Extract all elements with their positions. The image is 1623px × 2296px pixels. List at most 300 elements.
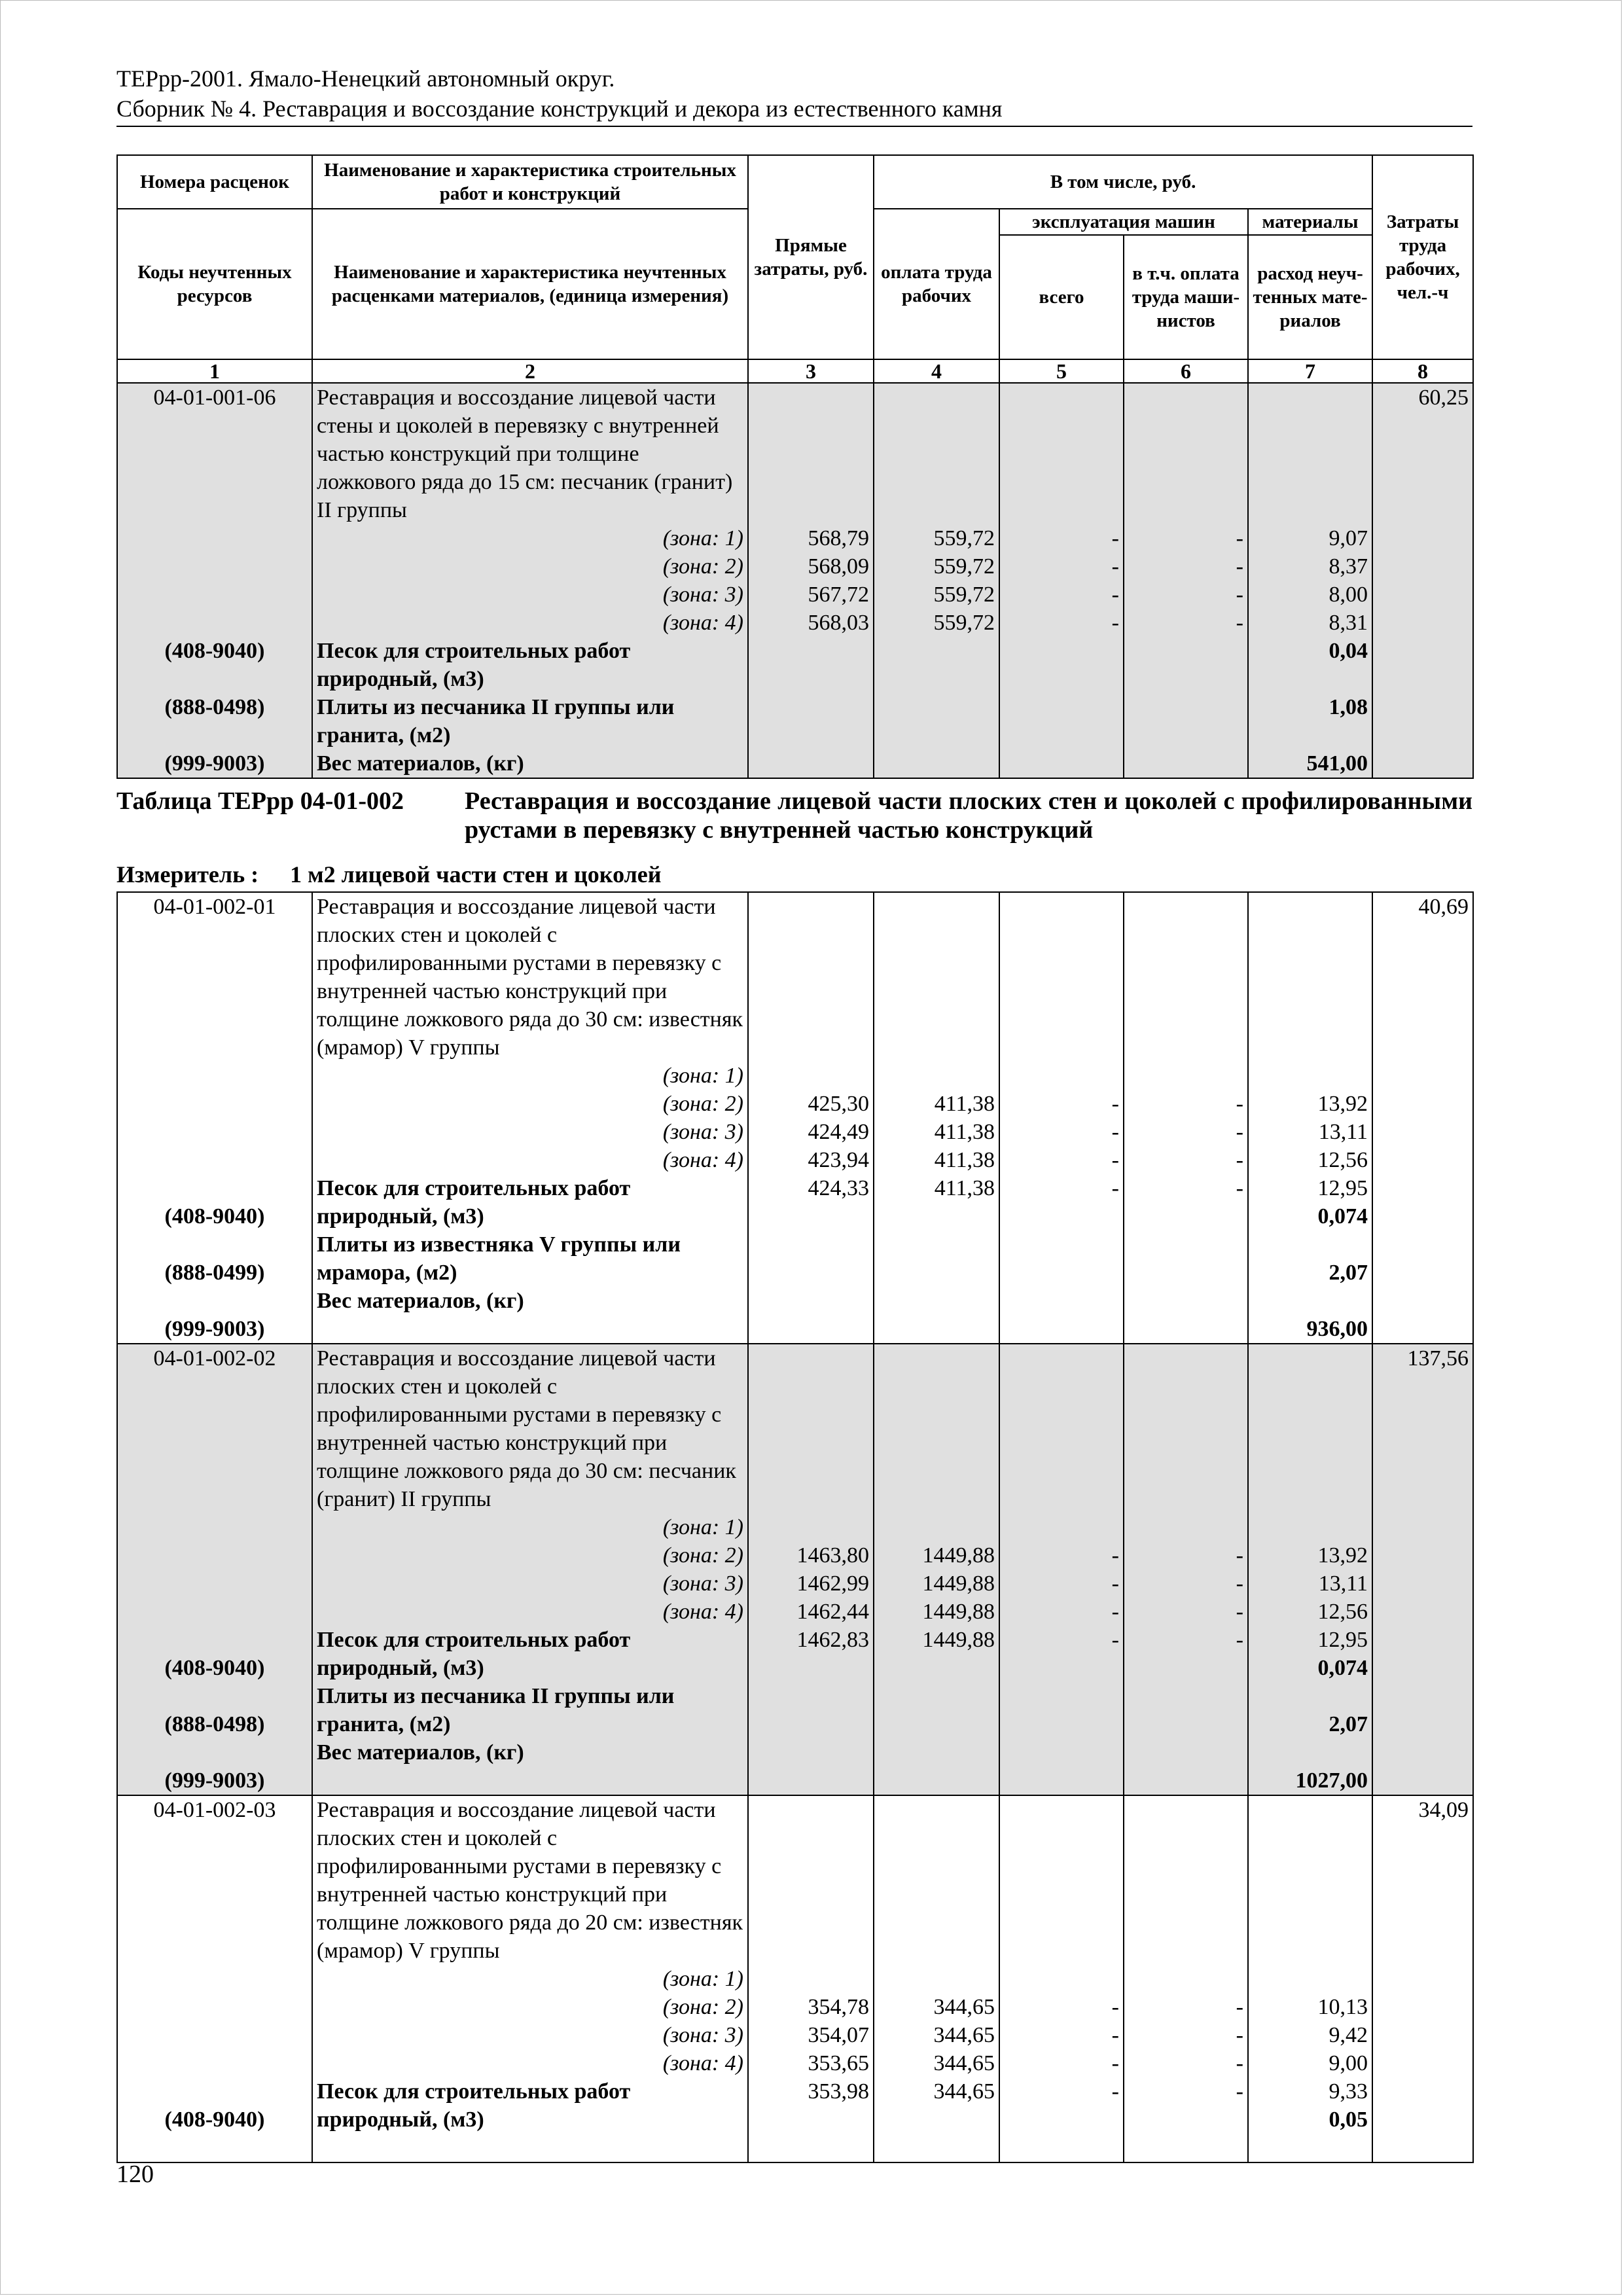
spacer [1253, 1824, 1368, 1852]
spacer [753, 468, 869, 496]
resource-code: (999-9003) [164, 1317, 265, 1341]
zone-wage: 559,72 [933, 583, 995, 607]
zone-mach: - [1111, 1571, 1119, 1596]
header-resource-codes: Коды неучтенных ресурсов [117, 209, 312, 359]
spacer [1128, 1401, 1243, 1429]
spacer [1253, 440, 1368, 468]
spacer [1128, 1062, 1243, 1090]
spacer [122, 1174, 308, 1202]
col-num: 6 [1124, 359, 1248, 383]
spacer [878, 1344, 995, 1372]
spacer [1128, 1965, 1243, 1993]
zone-direct: 425,30 [808, 1092, 869, 1116]
spacer [753, 2134, 869, 2162]
zone-mach: - [1111, 1176, 1119, 1200]
table-title-text: Реставрация и воссоздание лицевой части плоских стен и цоколей с профилированными рустами в перевязку с внутренней частью конструкций [465, 787, 1472, 844]
spacer [1128, 1202, 1243, 1230]
zone-wage: 1449,88 [922, 1628, 995, 1652]
spacer [878, 1852, 995, 1880]
spacer [753, 949, 869, 977]
spacer [1253, 1965, 1368, 1993]
resource-name: Песок для строительных работ природный, (м3) [317, 1628, 631, 1680]
spacer [753, 921, 869, 949]
rate-code-cell [117, 1344, 312, 1795]
spacer [1004, 384, 1119, 412]
price-table-main [116, 891, 1474, 2163]
spacer [122, 1062, 308, 1090]
resource-code: (408-9040) [164, 639, 265, 663]
spacer [1004, 1710, 1119, 1738]
spacer [878, 1965, 995, 1993]
value-col-5 [999, 383, 1124, 778]
zone-mach_wage: - [1236, 1995, 1243, 2019]
zone-mat: 12,95 [1317, 1628, 1368, 1652]
spacer [753, 412, 869, 440]
value-col-7 [1248, 892, 1372, 1344]
zone-label: (зона: 3) [662, 583, 743, 607]
zone-mat: 10,13 [1317, 1995, 1368, 2019]
spacer [1004, 949, 1119, 977]
spacer [1253, 721, 1368, 749]
spacer [122, 1598, 308, 1626]
header-labor-costs: Затраты труда рабочих, чел.-ч [1372, 155, 1473, 359]
spacer [1128, 1682, 1243, 1710]
spacer [122, 1937, 308, 1965]
zone-mach_wage: - [1236, 2051, 1243, 2075]
zone-direct: 353,65 [808, 2051, 869, 2075]
spacer [753, 1429, 869, 1457]
labor-cost-cell [1372, 383, 1473, 778]
resource-name: Песок для строительных работ природный, (м3) [317, 2079, 631, 2132]
spacer [878, 1230, 995, 1259]
spacer [1128, 1259, 1243, 1287]
spacer [1128, 1457, 1243, 1485]
zone-mat: 9,42 [1329, 2023, 1368, 2047]
zone-mach_wage: - [1236, 1176, 1243, 1200]
measure-line [116, 860, 662, 889]
spacer [122, 1118, 308, 1146]
zone-wage: 411,38 [934, 1120, 995, 1144]
resource-name: Вес материалов, (кг) [317, 1289, 524, 1313]
zone-wage: 1449,88 [922, 1600, 995, 1624]
zone-label: (зона: 3) [662, 1571, 743, 1596]
resource-value: 541,00 [1306, 751, 1368, 776]
spacer [1253, 893, 1368, 921]
spacer [1004, 921, 1119, 949]
value-col-5 [999, 1795, 1124, 2162]
spacer [122, 1230, 308, 1259]
zone-mach_wage: - [1236, 583, 1243, 607]
spacer [1253, 1457, 1368, 1485]
spacer [1004, 1230, 1119, 1259]
spacer [878, 1880, 995, 1909]
labor-cost: 34,09 [1418, 1798, 1469, 1822]
zone-mat: 12,95 [1317, 1176, 1368, 1200]
price-table-top [116, 154, 1474, 779]
spacer [1253, 1937, 1368, 1965]
spacer [753, 496, 869, 524]
zone-wage: 559,72 [933, 611, 995, 635]
rate-code: 04-01-002-01 [153, 895, 276, 919]
spacer [878, 637, 995, 665]
spacer [122, 1852, 308, 1880]
header-rule [116, 126, 1472, 127]
value-col-4 [874, 383, 999, 778]
spacer [122, 949, 308, 977]
spacer [753, 1005, 869, 1033]
spacer [122, 552, 308, 581]
spacer [1253, 1880, 1368, 1909]
spacer [1004, 1315, 1119, 1343]
spacer [1004, 1033, 1119, 1062]
spacer [1004, 1344, 1119, 1372]
spacer [122, 2021, 308, 2049]
spacer [1128, 1937, 1243, 1965]
spacer [122, 1880, 308, 1909]
labor-cost-cell [1372, 1344, 1473, 1795]
zone-mach_wage: - [1236, 1600, 1243, 1624]
zone-wage: 344,65 [933, 2079, 995, 2104]
spacer [122, 1824, 308, 1852]
zone-mach: - [1111, 1995, 1119, 2019]
resource-name: Вес материалов, (кг) [317, 1740, 524, 1765]
col-num: 2 [312, 359, 748, 383]
spacer [1004, 1937, 1119, 1965]
spacer [1004, 1880, 1119, 1909]
spacer [878, 1654, 995, 1682]
spacer [122, 977, 308, 1005]
zone-label: (зона: 1) [662, 1967, 743, 1991]
price-row [117, 1344, 1473, 1795]
zone-direct: 354,78 [808, 1995, 869, 2019]
spacer [1128, 1372, 1243, 1401]
spacer [1253, 2134, 1368, 2162]
spacer [1128, 1230, 1243, 1259]
spacer [122, 1429, 308, 1457]
zone-mach: - [1111, 1148, 1119, 1172]
spacer [1253, 468, 1368, 496]
zone-direct: 1462,83 [796, 1628, 869, 1652]
spacer [753, 1909, 869, 1937]
resource-value: 0,074 [1317, 1656, 1368, 1680]
zone-label: (зона: 4) [662, 2051, 743, 2075]
spacer [1253, 1287, 1368, 1315]
spacer [1004, 468, 1119, 496]
spacer [1128, 1880, 1243, 1909]
spacer [878, 1937, 995, 1965]
spacer [753, 693, 869, 721]
page-number: 120 [116, 2161, 154, 2188]
spacer [122, 412, 308, 440]
spacer [122, 1457, 308, 1485]
spacer [1004, 2106, 1119, 2134]
spacer [878, 468, 995, 496]
zone-mach_wage: - [1236, 554, 1243, 579]
spacer [753, 1344, 869, 1372]
spacer [1128, 1344, 1243, 1372]
spacer [1128, 2134, 1243, 2162]
spacer [1253, 921, 1368, 949]
labor-cost: 60,25 [1418, 386, 1469, 410]
value-col-3 [748, 1344, 874, 1795]
zone-wage: 1449,88 [922, 1543, 995, 1568]
header-total: всего [999, 235, 1124, 359]
header-machinist-wages: в т.ч. оплата труда маши-нистов [1124, 235, 1248, 359]
spacer [753, 1937, 869, 1965]
spacer [1004, 1372, 1119, 1401]
spacer [1004, 1796, 1119, 1824]
spacer [122, 1146, 308, 1174]
zone-mach: - [1111, 1600, 1119, 1624]
spacer [1253, 1344, 1368, 1372]
spacer [122, 721, 308, 749]
spacer [122, 2049, 308, 2077]
spacer [1004, 749, 1119, 778]
spacer [1128, 1315, 1243, 1343]
spacer [1253, 1682, 1368, 1710]
zone-label: (зона: 4) [662, 1600, 743, 1624]
zone-direct: 568,79 [808, 526, 869, 550]
spacer [1004, 1965, 1119, 1993]
spacer [1004, 893, 1119, 921]
spacer [878, 1259, 995, 1287]
spacer [1004, 1401, 1119, 1429]
spacer [1128, 1513, 1243, 1541]
zone-mach_wage: - [1236, 2023, 1243, 2047]
resource-code: (408-9040) [164, 2108, 265, 2132]
spacer [878, 1287, 995, 1315]
resource-name: Плиты из известняка V группы или мрамора, (м2) [317, 1232, 681, 1285]
spacer [1128, 440, 1243, 468]
zone-label: (зона: 3) [662, 2023, 743, 2047]
spacer [753, 1738, 869, 1767]
spacer [878, 1315, 995, 1343]
zone-wage: 411,38 [934, 1176, 995, 1200]
spacer [1253, 1852, 1368, 1880]
spacer [1128, 468, 1243, 496]
spacer [878, 921, 995, 949]
spacer [753, 1315, 869, 1343]
spacer [753, 1824, 869, 1852]
resource-code: (408-9040) [164, 1204, 265, 1229]
zone-mach: - [1111, 554, 1119, 579]
zone-direct: 567,72 [808, 583, 869, 607]
spacer [1004, 1202, 1119, 1230]
spacer [753, 749, 869, 778]
spacer [122, 1401, 308, 1429]
resource-code: (999-9003) [164, 751, 265, 776]
spacer [878, 1457, 995, 1485]
spacer [1128, 412, 1243, 440]
spacer [1004, 1485, 1119, 1513]
spacer [753, 1710, 869, 1738]
value-col-5 [999, 892, 1124, 1344]
spacer [753, 1202, 869, 1230]
spacer [753, 384, 869, 412]
spacer [878, 2134, 995, 2162]
col-num: 5 [999, 359, 1124, 383]
spacer [753, 1372, 869, 1401]
value-col-5 [999, 1344, 1124, 1795]
spacer [1004, 1654, 1119, 1682]
spacer [753, 1682, 869, 1710]
spacer [122, 1485, 308, 1513]
value-col-6 [1124, 892, 1248, 1344]
labor-cost-cell [1372, 1795, 1473, 2162]
header-material-names: Наименование и характеристика неучтенных расценками материалов, (единица измерения) [312, 209, 748, 359]
spacer [878, 496, 995, 524]
spacer [878, 1796, 995, 1824]
price-rows-top [117, 383, 1473, 778]
spacer [1004, 1824, 1119, 1852]
spacer [753, 1965, 869, 1993]
header-machine-operation: эксплуатация машин [999, 209, 1248, 235]
work-name: Реставрация и воссоздание лицевой части плоских стен и цоколей с профилированными рустами в перевязку с внутренней частью конструкций при толщине ложкового ряда до 30 см: песчаник (гранит) II группы [317, 1346, 736, 1511]
spacer [1004, 693, 1119, 721]
spacer [753, 1880, 869, 1909]
spacer [878, 412, 995, 440]
spacer [878, 1372, 995, 1401]
col-num: 7 [1248, 359, 1372, 383]
header-material-consumption: расход неуч-тенных мате-риалов [1248, 235, 1372, 359]
spacer [753, 1457, 869, 1485]
spacer [1128, 1796, 1243, 1824]
spacer [1128, 977, 1243, 1005]
spacer [1004, 1005, 1119, 1033]
spacer [1253, 949, 1368, 977]
zone-mach: - [1111, 526, 1119, 550]
resource-code: (888-0499) [164, 1261, 265, 1285]
spacer [122, 1993, 308, 2021]
resource-code: (408-9040) [164, 1656, 265, 1680]
spacer [122, 1033, 308, 1062]
labor-cost-cell [1372, 892, 1473, 1344]
zone-label: (зона: 2) [662, 1543, 743, 1568]
zone-label: (зона: 4) [662, 1148, 743, 1172]
resource-value: 0,074 [1317, 1204, 1368, 1229]
value-col-6 [1124, 1344, 1248, 1795]
spacer [122, 1682, 308, 1710]
spacer [1004, 721, 1119, 749]
spacer [1253, 1005, 1368, 1033]
work-name-cell [312, 1344, 748, 1795]
spacer [1253, 384, 1368, 412]
header-work-name: Наименование и характеристика строительных работ и конструкций [312, 155, 748, 209]
spacer [753, 1033, 869, 1062]
spacer [122, 1909, 308, 1937]
zone-mach: - [1111, 1628, 1119, 1652]
zone-direct: 424,49 [808, 1120, 869, 1144]
spacer [122, 1005, 308, 1033]
spacer [1253, 1033, 1368, 1062]
spacer [122, 468, 308, 496]
spacer [1004, 1767, 1119, 1795]
rate-code-list [122, 893, 308, 1343]
work-name-cell [312, 892, 748, 1344]
header-including: В том числе, руб. [874, 155, 1372, 209]
zone-label: (зона: 4) [662, 611, 743, 635]
spacer [878, 1824, 995, 1852]
zone-wage: 1449,88 [922, 1571, 995, 1596]
spacer [878, 949, 995, 977]
spacer [878, 749, 995, 778]
zone-label: (зона: 1) [662, 526, 743, 550]
zone-mat: 9,00 [1329, 2051, 1368, 2075]
work-name-cell [312, 383, 748, 778]
zone-mat: 8,31 [1329, 611, 1368, 635]
spacer [753, 721, 869, 749]
labor-cost: 40,69 [1418, 895, 1469, 919]
col-num: 3 [748, 359, 874, 383]
zone-mach_wage: - [1236, 1148, 1243, 1172]
spacer [1128, 1738, 1243, 1767]
zone-mat: 13,11 [1318, 1120, 1368, 1144]
spacer [878, 1033, 995, 1062]
spacer [1128, 384, 1243, 412]
zone-label: (зона: 1) [662, 1064, 743, 1088]
spacer [1004, 496, 1119, 524]
spacer [1253, 1062, 1368, 1090]
zone-mat: 12,56 [1317, 1148, 1368, 1172]
spacer [1253, 1485, 1368, 1513]
zone-wage: 411,38 [934, 1148, 995, 1172]
spacer [122, 665, 308, 693]
spacer [878, 384, 995, 412]
column-numbers-row [117, 359, 1473, 383]
resource-name: Песок для строительных работ природный, (м3) [317, 1176, 631, 1229]
spacer [1004, 1457, 1119, 1485]
spacer [1004, 1062, 1119, 1090]
value-col-7 [1248, 1795, 1372, 2162]
header-direct-costs: Прямые затраты, руб. [748, 155, 874, 359]
spacer [1128, 893, 1243, 921]
spacer [753, 1230, 869, 1259]
spacer [1128, 721, 1243, 749]
spacer [122, 1738, 308, 1767]
spacer [753, 893, 869, 921]
resource-value: 1,08 [1329, 695, 1368, 719]
resource-value: 2,07 [1329, 1261, 1368, 1285]
spacer [878, 1738, 995, 1767]
value-col-4 [874, 892, 999, 1344]
spacer [1128, 1852, 1243, 1880]
spacer [878, 1062, 995, 1090]
zone-mach: - [1111, 583, 1119, 607]
rate-code-list [122, 384, 308, 778]
spacer [1128, 496, 1243, 524]
spacer [122, 921, 308, 949]
spacer [753, 1259, 869, 1287]
spacer [1128, 1909, 1243, 1937]
zone-mach: - [1111, 1092, 1119, 1116]
zone-direct: 568,09 [808, 554, 869, 579]
spacer [1128, 665, 1243, 693]
spacer [753, 1485, 869, 1513]
spacer [122, 1287, 308, 1315]
spacer [122, 496, 308, 524]
zone-mat: 8,37 [1329, 554, 1368, 579]
spacer [753, 1513, 869, 1541]
resource-value: 0,05 [1329, 2108, 1368, 2132]
spacer [1128, 949, 1243, 977]
rate-code: 04-01-002-03 [153, 1798, 276, 1822]
zone-mat: 9,07 [1329, 526, 1368, 550]
zone-mach_wage: - [1236, 1092, 1243, 1116]
spacer [122, 2134, 308, 2162]
spacer [1253, 412, 1368, 440]
spacer [1128, 2106, 1243, 2134]
spacer [878, 693, 995, 721]
